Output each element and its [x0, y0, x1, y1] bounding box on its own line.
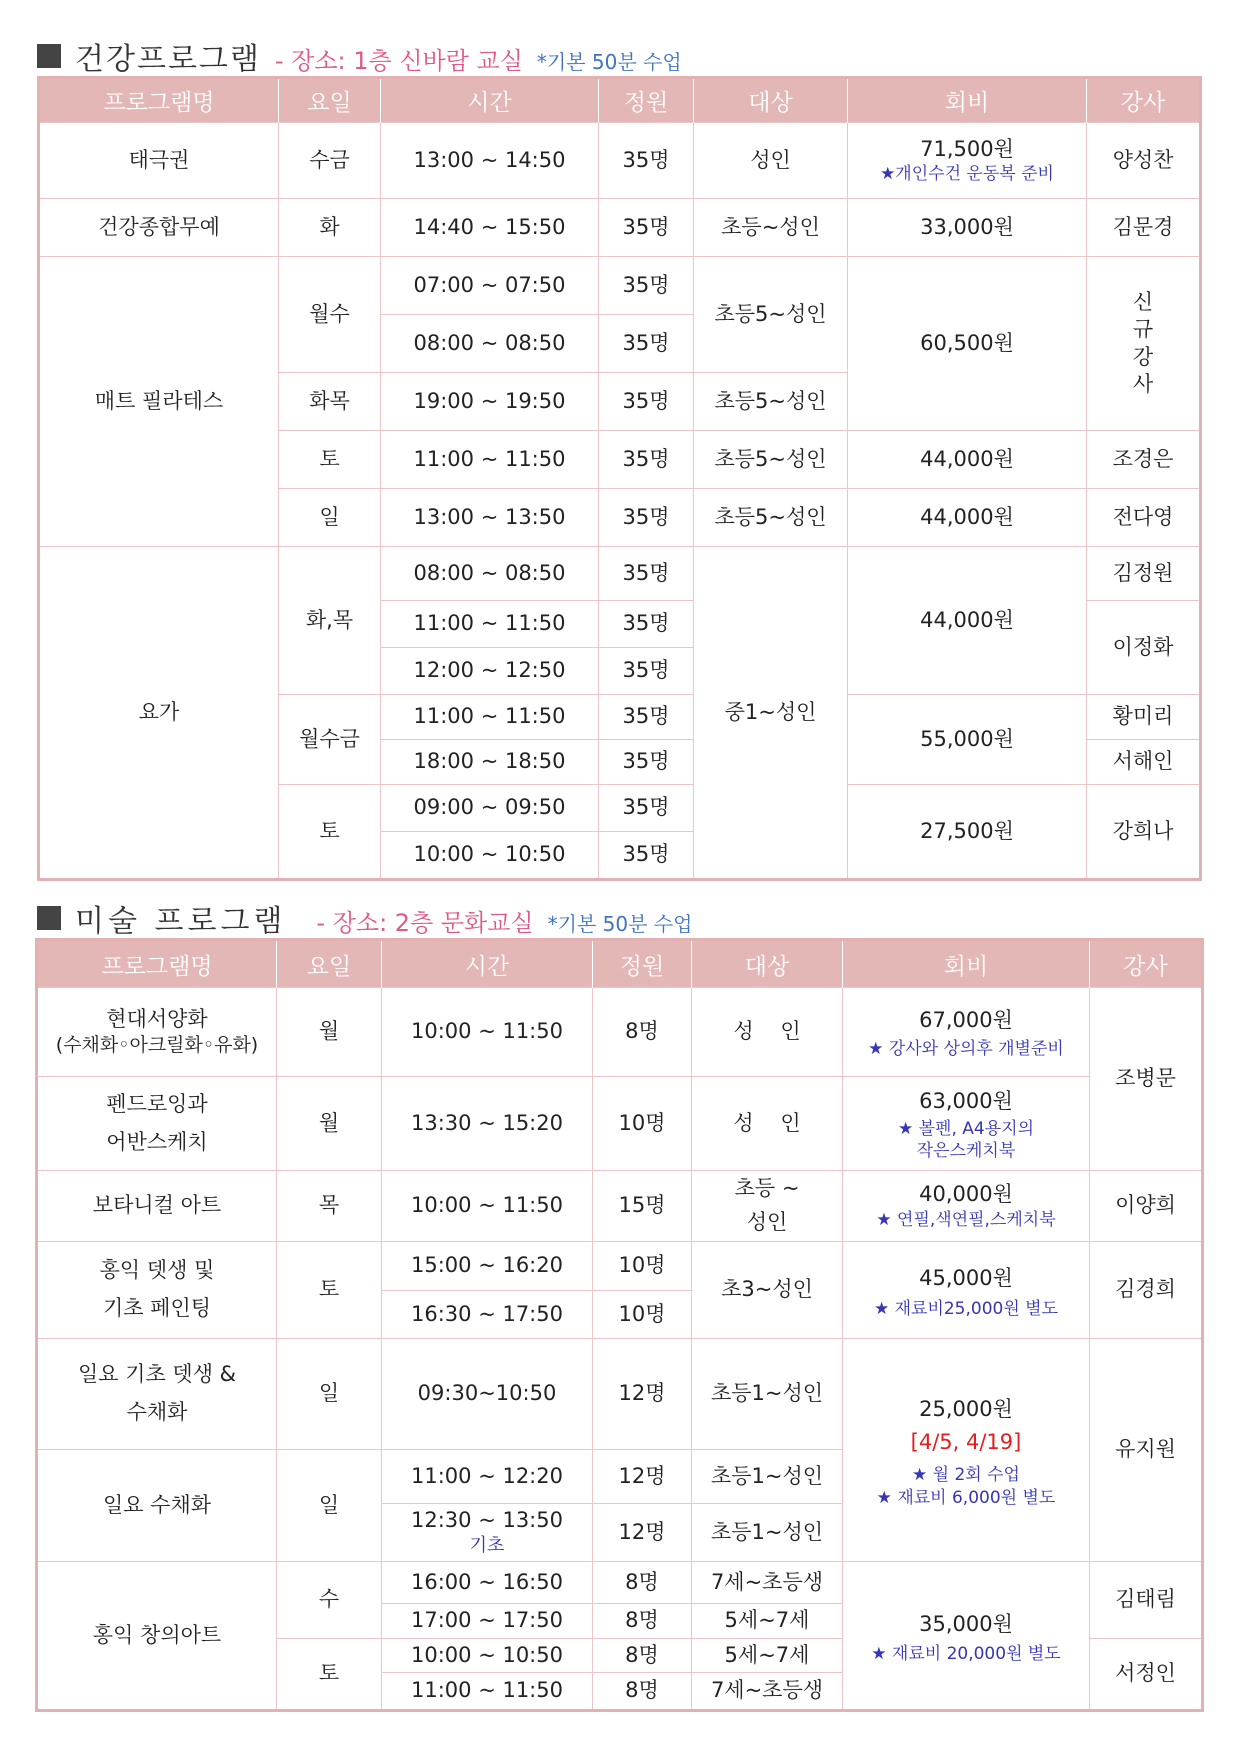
capacity: 8명 [593, 1604, 692, 1639]
fee: 40,000원 [919, 1182, 1013, 1207]
capacity: 35명 [599, 315, 694, 373]
time: 18:00 ~ 18:50 [381, 740, 599, 785]
teacher: 강희나 [1087, 785, 1201, 880]
col-header: 회비 [848, 78, 1087, 123]
time-sub-label: 기초 [469, 1535, 505, 1557]
target: 초등5~성인 [694, 489, 848, 547]
target: 초등1~성인 [692, 1450, 843, 1504]
program-name-line: 어반스케치 [106, 1129, 208, 1154]
fee: 44,000원 [848, 489, 1087, 547]
col-header: 강사 [1090, 940, 1203, 988]
capacity: 35명 [599, 489, 694, 547]
col-header: 대상 [694, 78, 848, 123]
health-program-table [37, 76, 1202, 881]
square-bullet-icon [37, 44, 61, 68]
fee: 33,000원 [848, 199, 1087, 257]
day: 화 [279, 199, 381, 257]
capacity: 8명 [593, 1562, 692, 1604]
col-header: 요일 [277, 940, 382, 988]
time: 10:00 ~ 11:50 [382, 1171, 593, 1242]
health-section-title [37, 34, 682, 78]
fee: 35,000원 [919, 1611, 1013, 1636]
fee-cell [843, 1562, 1090, 1711]
time: 12:00 ~ 12:50 [381, 648, 599, 695]
col-header: 회비 [843, 940, 1090, 988]
section-basic-note: *기본 50분 수업 [547, 912, 693, 936]
table-row [39, 257, 1201, 315]
teacher: 서해인 [1087, 740, 1201, 785]
capacity: 35명 [599, 123, 694, 199]
time: 08:00 ~ 08:50 [381, 547, 599, 601]
capacity: 35명 [599, 601, 694, 648]
teacher: 신규강사 [1087, 257, 1201, 431]
fee: 44,000원 [848, 547, 1087, 695]
program-name: 요가 [39, 547, 279, 880]
target: 초등5~성인 [694, 373, 848, 431]
day: 일 [279, 489, 381, 547]
table-row [37, 1562, 1203, 1604]
col-header: 프로그램명 [37, 940, 277, 988]
teacher: 서정인 [1090, 1639, 1203, 1711]
time-cell [382, 1504, 593, 1562]
time: 10:00 ~ 11:50 [382, 988, 593, 1077]
fee-note: ★ 재료비 6,000원 별도 [876, 1487, 1056, 1508]
fee: 45,000원 [919, 1266, 1013, 1291]
table-row [37, 1077, 1203, 1171]
target: 초등~성인 [694, 199, 848, 257]
program-name-line: 펜드로잉과 [106, 1091, 208, 1116]
teacher: 전다영 [1087, 489, 1201, 547]
program-name-line: 기초 페인팅 [102, 1296, 212, 1320]
teacher: 김문경 [1087, 199, 1201, 257]
fee-cell [843, 1339, 1090, 1562]
time: 11:00 ~ 11:50 [382, 1673, 593, 1711]
target: 성인 [694, 123, 848, 199]
capacity: 12명 [593, 1450, 692, 1504]
teacher: 이정화 [1087, 601, 1201, 695]
table-row [39, 123, 1201, 199]
time: 14:40 ~ 15:50 [381, 199, 599, 257]
day: 월 [277, 988, 382, 1077]
capacity: 35명 [599, 199, 694, 257]
section-place: - 장소: 2층 문화교실 [316, 909, 534, 937]
section-heading: 미술 프로그램 [75, 904, 287, 939]
target: 7세~초등생 [692, 1673, 843, 1711]
day: 월수 [279, 257, 381, 373]
teacher: 김경희 [1090, 1242, 1203, 1339]
program-name-line: 홍익 뎃생 및 [99, 1258, 215, 1283]
fee-cell [843, 1242, 1090, 1339]
section-heading: 건강프로그램 [75, 42, 261, 77]
capacity: 35명 [599, 695, 694, 740]
program-name: 홍익 창의아트 [37, 1562, 277, 1711]
program-name: 보타니컬 아트 [37, 1171, 277, 1242]
day: 화목 [279, 373, 381, 431]
time: 15:00 ~ 16:20 [382, 1242, 593, 1291]
day: 토 [277, 1639, 382, 1711]
capacity: 35명 [599, 257, 694, 315]
program-name-line: 수채화 [126, 1400, 188, 1424]
time: 16:00 ~ 16:50 [382, 1562, 593, 1604]
time: 13:00 ~ 13:50 [381, 489, 599, 547]
table-header [37, 940, 1203, 988]
fee-cell [843, 1171, 1090, 1242]
capacity: 12명 [593, 1339, 692, 1450]
target [692, 1171, 843, 1242]
time: 11:00 ~ 12:20 [382, 1450, 593, 1504]
program-name [37, 1339, 277, 1450]
fee-note: ★ 볼펜, A4용지의 [897, 1119, 1034, 1140]
col-header: 요일 [279, 78, 381, 123]
table-row [37, 1242, 1203, 1291]
fee-note: ★ 월 2회 수업 [912, 1465, 1020, 1486]
table-row [37, 1339, 1203, 1450]
teacher: 김태림 [1090, 1562, 1203, 1639]
target: 중1~성인 [694, 547, 848, 880]
fee-dates: [4/5, 4/19] [910, 1430, 1022, 1455]
day: 토 [279, 785, 381, 880]
day: 화,목 [279, 547, 381, 695]
target: 성 인 [692, 988, 843, 1077]
fee: 63,000원 [919, 1088, 1013, 1113]
fee: 60,500원 [848, 257, 1087, 431]
fee-note: ★개인수건 운동복 준비 [880, 164, 1054, 185]
col-header: 시간 [382, 940, 593, 988]
time: 09:00 ~ 09:50 [381, 785, 599, 832]
teacher: 유지원 [1090, 1339, 1203, 1562]
time: 12:30 ~ 13:50 [411, 1508, 563, 1533]
capacity: 35명 [599, 740, 694, 785]
fee: 44,000원 [848, 431, 1087, 489]
target-line: 초등 ~ [734, 1176, 800, 1201]
day: 토 [279, 431, 381, 489]
capacity: 35명 [599, 547, 694, 601]
fee-note: ★ 재료비25,000원 별도 [873, 1298, 1059, 1319]
program-name-line: 현대서양화 [106, 1007, 208, 1031]
day: 수 [277, 1562, 382, 1639]
capacity: 35명 [599, 648, 694, 695]
fee-cell [843, 988, 1090, 1077]
col-header: 대상 [692, 940, 843, 988]
target: 초등5~성인 [694, 431, 848, 489]
capacity: 35명 [599, 832, 694, 880]
time: 11:00 ~ 11:50 [381, 695, 599, 740]
program-name [37, 1242, 277, 1339]
fee: 71,500원 [920, 136, 1014, 161]
program-name-line: 일요 기초 뎃생 & [77, 1362, 237, 1387]
teacher: 조병문 [1090, 988, 1203, 1171]
teacher: 김정원 [1087, 547, 1201, 601]
time: 08:00 ~ 08:50 [381, 315, 599, 373]
col-header: 정원 [593, 940, 692, 988]
day: 월수금 [279, 695, 381, 785]
capacity: 10명 [593, 1242, 692, 1291]
program-name [37, 1077, 277, 1171]
day: 일 [277, 1450, 382, 1562]
target: 7세~초등생 [692, 1562, 843, 1604]
program-name: 일요 수채화 [37, 1450, 277, 1562]
time: 07:00 ~ 07:50 [381, 257, 599, 315]
time: 10:00 ~ 10:50 [382, 1639, 593, 1673]
col-header: 프로그램명 [39, 78, 279, 123]
time: 09:30~10:50 [382, 1339, 593, 1450]
program-name: 건강종합무예 [39, 199, 279, 257]
capacity: 35명 [599, 373, 694, 431]
fee: 67,000원 [919, 1008, 1013, 1033]
col-header: 정원 [599, 78, 694, 123]
time: 13:00 ~ 14:50 [381, 123, 599, 199]
program-name: 매트 필라테스 [39, 257, 279, 547]
table-row [37, 1171, 1203, 1242]
capacity: 10명 [593, 1291, 692, 1339]
day: 수금 [279, 123, 381, 199]
capacity: 35명 [599, 431, 694, 489]
fee-note: 작은스케치북 [916, 1141, 1016, 1162]
table-header [39, 78, 1201, 123]
time: 19:00 ~ 19:50 [381, 373, 599, 431]
art-program-table [35, 938, 1204, 1712]
table-row [37, 988, 1203, 1077]
teacher: 양성찬 [1087, 123, 1201, 199]
fee: 25,000원 [919, 1397, 1013, 1422]
target: 초등1~성인 [692, 1504, 843, 1562]
target: 초3~성인 [692, 1242, 843, 1339]
target: 초등5~성인 [694, 257, 848, 373]
time: 11:00 ~ 11:50 [381, 601, 599, 648]
fee: 27,500원 [848, 785, 1087, 880]
fee-note: ★ 연필,색연필,스케치북 [876, 1209, 1056, 1230]
target: 5세~7세 [692, 1639, 843, 1673]
teacher: 조경은 [1087, 431, 1201, 489]
time: 13:30 ~ 15:20 [382, 1077, 593, 1171]
fee-cell [843, 1077, 1090, 1171]
time: 11:00 ~ 11:50 [381, 431, 599, 489]
target: 초등1~성인 [692, 1339, 843, 1450]
col-header: 시간 [381, 78, 599, 123]
capacity: 8명 [593, 1673, 692, 1711]
capacity: 35명 [599, 785, 694, 832]
time: 10:00 ~ 10:50 [381, 832, 599, 880]
day: 월 [277, 1077, 382, 1171]
program-name: 태극권 [39, 123, 279, 199]
time: 17:00 ~ 17:50 [382, 1604, 593, 1639]
fee: 55,000원 [848, 695, 1087, 785]
fee-note: ★ 강사와 상의후 개별준비 [868, 1038, 1064, 1059]
fee-cell [848, 123, 1087, 199]
section-basic-note: *기본 50분 수업 [536, 50, 682, 74]
section-place: - 장소: 1층 신바람 교실 [274, 47, 523, 75]
fee-note: ★ 재료비 20,000원 별도 [871, 1644, 1061, 1665]
table-row [39, 199, 1201, 257]
capacity: 10명 [593, 1077, 692, 1171]
capacity: 15명 [593, 1171, 692, 1242]
teacher: 황미리 [1087, 695, 1201, 740]
col-header: 강사 [1087, 78, 1201, 123]
capacity: 8명 [593, 1639, 692, 1673]
program-name [37, 988, 277, 1077]
target-line: 성인 [746, 1210, 788, 1234]
time: 16:30 ~ 17:50 [382, 1291, 593, 1339]
day: 일 [277, 1339, 382, 1450]
day: 토 [277, 1242, 382, 1339]
program-name-line: (수채화◦아크릴화◦유화) [55, 1034, 259, 1057]
teacher: 이양희 [1090, 1171, 1203, 1242]
table-row [39, 547, 1201, 601]
square-bullet-icon [37, 906, 61, 930]
target: 성 인 [692, 1077, 843, 1171]
art-section-title [37, 896, 692, 940]
day: 목 [277, 1171, 382, 1242]
capacity: 12명 [593, 1504, 692, 1562]
target: 5세~7세 [692, 1604, 843, 1639]
capacity: 8명 [593, 988, 692, 1077]
